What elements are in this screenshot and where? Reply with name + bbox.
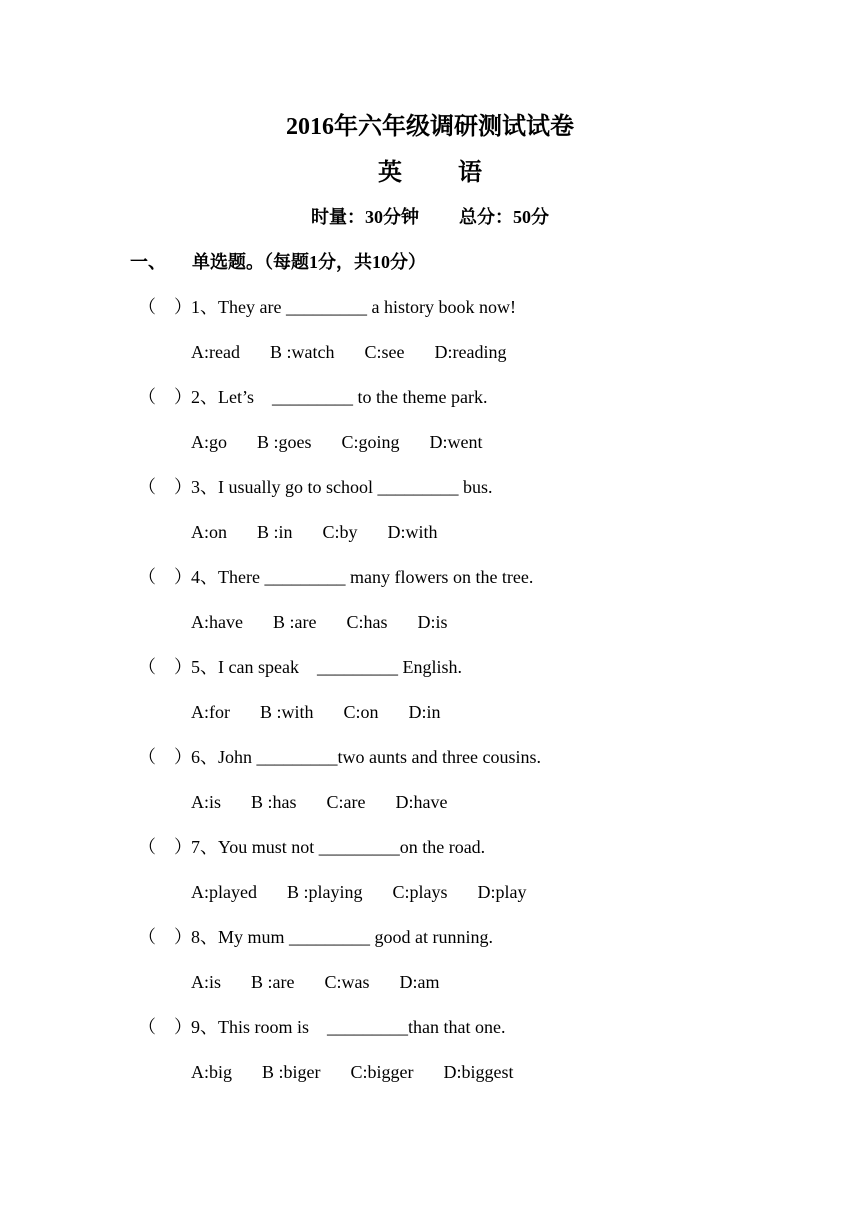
option-b: B :playing bbox=[286, 882, 363, 902]
question-item bbox=[138, 1013, 838, 1103]
answer-bracket: （ ） bbox=[138, 477, 192, 497]
answer-bracket: （ ） bbox=[138, 927, 192, 947]
option-a: A:read bbox=[191, 342, 240, 362]
option-a: A:played bbox=[191, 882, 257, 902]
question-item bbox=[138, 293, 838, 383]
option-a: A:on bbox=[191, 522, 227, 542]
question-stem: 9、This room is _________than that one. bbox=[191, 1017, 506, 1037]
option-d: D:is bbox=[417, 612, 448, 632]
question-stem: 6、John _________two aunts and three cousins. bbox=[191, 747, 541, 767]
question-stem: 1、They are _________ a history book now! bbox=[191, 297, 516, 317]
option-d: D:in bbox=[408, 702, 441, 722]
option-c: C:was bbox=[324, 972, 370, 992]
option-c: C:has bbox=[346, 612, 388, 632]
option-b: B :are bbox=[272, 612, 317, 632]
option-d: D:biggest bbox=[443, 1062, 514, 1082]
option-a: A:go bbox=[191, 432, 227, 452]
subject-char-2: 语 bbox=[458, 160, 482, 186]
option-b: B :goes bbox=[257, 432, 312, 452]
option-c: C:see bbox=[364, 342, 405, 362]
question-item bbox=[138, 743, 838, 833]
option-b: B :are bbox=[251, 972, 295, 992]
option-b: B :with bbox=[260, 702, 314, 722]
option-c: C:by bbox=[322, 522, 358, 542]
question-stem: 7、You must not _________on the road. bbox=[191, 837, 486, 857]
time-limit: 时量：30分钟 bbox=[311, 207, 419, 227]
option-a: A:is bbox=[191, 972, 222, 992]
answer-bracket: （ ） bbox=[138, 567, 192, 587]
subject-char-1: 英 bbox=[378, 160, 402, 186]
section-heading bbox=[130, 248, 426, 276]
question-item bbox=[138, 923, 838, 1013]
subject-title bbox=[0, 156, 860, 190]
option-a: A:big bbox=[191, 1062, 233, 1082]
option-c: C:on bbox=[343, 702, 379, 722]
option-d: D:with bbox=[387, 522, 438, 542]
option-d: D:reading bbox=[434, 342, 507, 362]
option-d: D:went bbox=[429, 432, 483, 452]
exam-title: 2016年六年级调研测试试卷 bbox=[286, 114, 574, 140]
option-a: A:is bbox=[191, 792, 222, 812]
option-d: D:play bbox=[477, 882, 527, 902]
total-score: 总分：50分 bbox=[459, 207, 549, 227]
option-a: A:have bbox=[191, 612, 243, 632]
question-item bbox=[138, 473, 838, 563]
option-d: D:have bbox=[395, 792, 448, 812]
question-item bbox=[138, 833, 838, 923]
exam-meta bbox=[0, 203, 860, 231]
option-c: C:plays bbox=[392, 882, 448, 902]
answer-bracket: （ ） bbox=[138, 657, 192, 677]
question-stem: 2、Let’s _________ to the theme park. bbox=[191, 387, 488, 407]
question-stem: 8、My mum _________ good at running. bbox=[191, 927, 493, 947]
question-list bbox=[138, 293, 838, 1103]
option-b: B :in bbox=[257, 522, 293, 542]
answer-bracket: （ ） bbox=[138, 297, 192, 317]
option-c: C:bigger bbox=[350, 1062, 414, 1082]
option-b: B :watch bbox=[269, 342, 335, 362]
question-stem: 3、I usually go to school _________ bus. bbox=[191, 477, 493, 497]
question-item bbox=[138, 653, 838, 743]
answer-bracket: （ ） bbox=[138, 387, 192, 407]
section-title: 单选题。（每题1分，共10分） bbox=[192, 252, 426, 272]
question-stem: 5、I can speak _________ English. bbox=[191, 657, 462, 677]
question-item bbox=[138, 383, 838, 473]
section-number: 一、 bbox=[130, 252, 166, 272]
option-b: B :biger bbox=[262, 1062, 321, 1082]
answer-bracket: （ ） bbox=[138, 837, 192, 857]
answer-bracket: （ ） bbox=[138, 1017, 192, 1037]
option-a: A:for bbox=[191, 702, 230, 722]
question-item bbox=[138, 563, 838, 653]
option-c: C:going bbox=[341, 432, 400, 452]
option-c: C:are bbox=[326, 792, 366, 812]
answer-bracket: （ ） bbox=[138, 747, 192, 767]
option-b: B :has bbox=[251, 792, 297, 812]
option-d: D:am bbox=[399, 972, 440, 992]
question-stem: 4、There _________ many flowers on the tree. bbox=[191, 567, 534, 587]
